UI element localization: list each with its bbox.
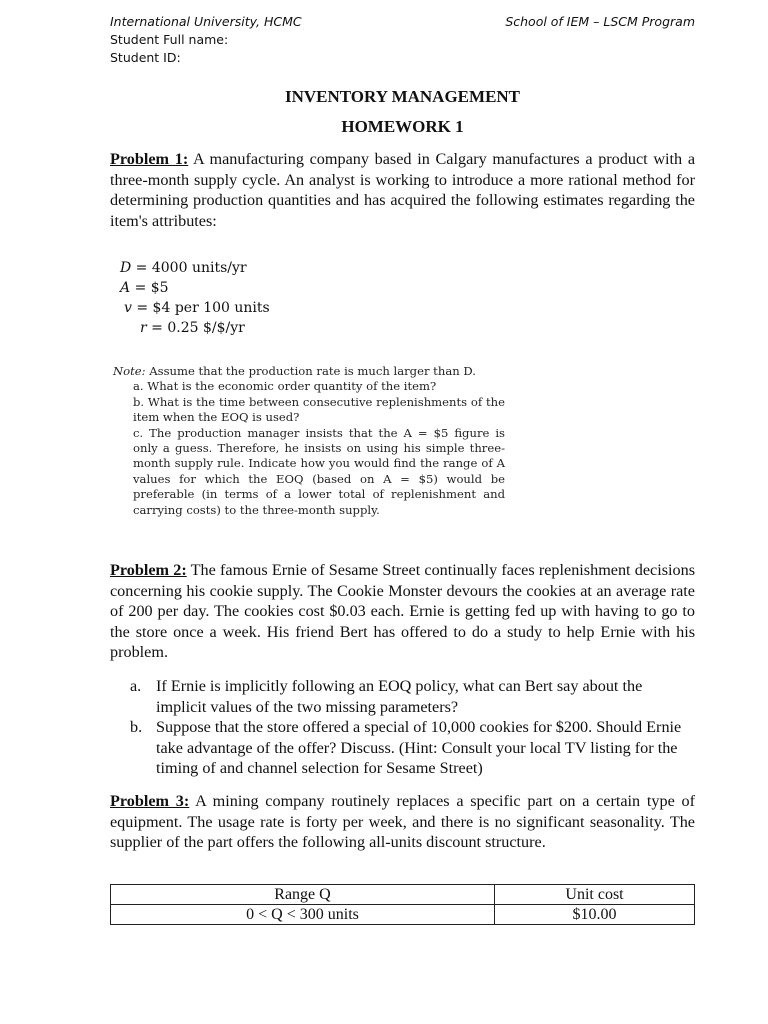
list-item: b. Suppose that the store offered a special of 10,000 cookies for $200. Should Ernie take advantage of the offer? Discuss. (Hint: Consult your local TV listing for the timing of and channel selection for Sesame Street) [130,718,682,778]
table-header-unit-cost: Unit cost [495,885,695,905]
param-row: A = $5 [120,280,169,296]
problem-2-text: The famous Ernie of Sesame Street continually faces replenishment decisions concerning his cookie supply. The Cookie Monster devours the cookies at an average rate of 200 per day. The cookies cost $0.03 each. Ernie is getting fed up with having to go to the store once a week. His friend Bert has offered to do a study to help Ernie with his problem. [110,561,696,662]
problem-2 [110,560,695,663]
problem-1-label: Problem 1: [110,150,189,168]
param-row: D = 4000 units/yr [120,260,247,276]
header-university: International University, HCMC [110,14,302,29]
table-header-row [111,885,695,905]
problem-1-note [113,364,505,518]
student-id-label: Student ID: [110,50,181,65]
problem-2-label: Problem 2: [110,561,187,579]
param-row: r = 0.25 $/$/yr [140,320,245,336]
table-cell-unit-cost: $10.00 [495,905,695,925]
discount-table [110,884,695,925]
question-c: c. The production manager insists that the A = $5 figure is only a guess. Therefore, he insists on using his simple three-month supply rule. Indicate how you would find the range of A values for which the EOQ (based on A = $5) would be preferable (in terms of a lower total of replenishment and carrying costs) to the three-month supply. [133,425,505,517]
question-a: a. What is the economic order quantity of the item? [133,379,437,394]
question-b: b. What is the time between consecutive replenishments of the item when the EOQ is used? [133,394,505,425]
param-row: v = $4 per 100 units [124,300,270,316]
problem-2-list [130,676,695,779]
page-subtitle: HOMEWORK 1 [341,117,464,136]
student-name-label: Student Full name: [110,32,229,47]
problem-3-text: A mining company routinely replaces a specific part on a certain type of equipment. The usage rate is forty per week, and there is no significant seasonality. The supplier of the part offers the following all-units discount structure. [110,792,696,852]
note-line: Note: Assume that the production rate is much larger than D. [113,364,476,378]
problem-1-parameters [120,258,270,338]
list-item: a. If Ernie is implicitly following an EOQ policy, what can Bert say about the implicit values of the two missing parameters? [130,677,643,716]
page-title: INVENTORY MANAGEMENT [284,87,521,106]
table-cell-range: 0 < Q < 300 units [111,905,495,925]
problem-1-text: A manufacturing company based in Calgary manufactures a product with a three-month supply cycle. An analyst is working to introduce a more rational method for determining production quantities and has acquired the following estimates regarding the item's attributes: [110,150,696,230]
problem-3 [110,791,695,853]
table-header-range: Range Q [111,885,495,905]
problem-3-label: Problem 3: [110,792,190,810]
table-row [111,905,695,925]
header-program: School of IEM – LSCM Program [505,14,695,29]
problem-1 [110,149,695,231]
